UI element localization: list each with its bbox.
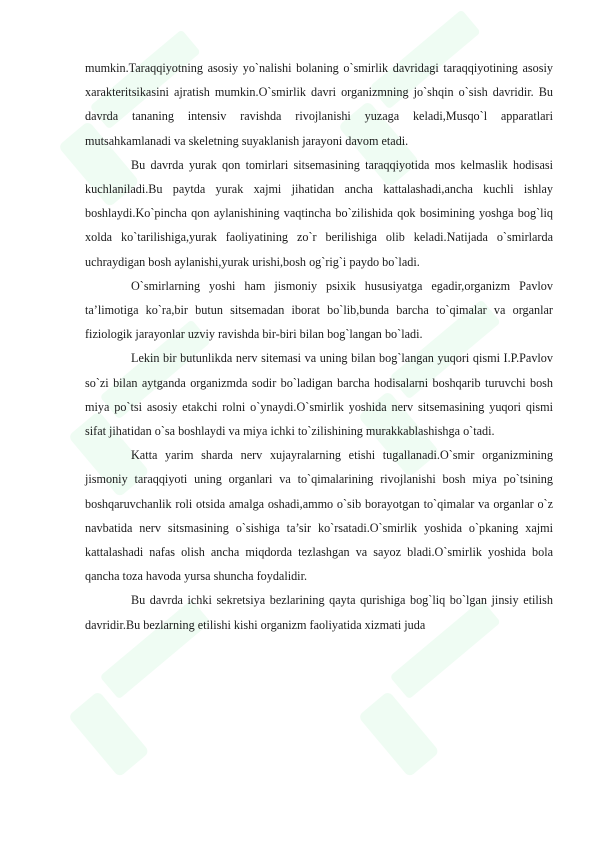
paragraph: Katta yarim sharda nerv xujayralarning etishi tugallanadi.O`smir organizmining jismoniy taraqqiyoti uning organlari va to`qimalarining rivojlanishi bosh miya po`tsining boshqaruvchanlik roli otsida amalga oshadi,ammo o`sib borayotgan to`qimalar va organlar o`z navbatida nerv sitsmasining o`sishiga ta’sir ko`rsatadi.O`smirlik yoshida o`pkaning xajmi kattalashadi nafas olish ancha miqdorda tezlashgan va sayoz bladi.O`smirlik yoshida bola qancha toza havoda yursa shuncha foydalidir. (85, 448, 553, 584)
paragraph: mumkin.Taraqqiyotning asosiy yo`nalishi bolaning o`smirlik davridagi taraqqiyotining asosiy xarakteritsikasini ajratish mumkin.O`smirlik davri organizmning jo`shqin o`sish davridir. Bu davrda tananing intensiv ravishda rivojlanishi yuzaga keladi,Musqo`l apparatlari mutsahkamlanadi va skeletning suyaklanish jarayoni davom etadi. (85, 61, 553, 148)
paragraph: Bu davrda yurak qon tomirlari sitsemasining taraqqiyotida mos kelmaslik hodisasi kuchlaniladi.Bu paytda yurak xajmi jihatidan ancha kattalashadi,ancha kuchli ishlay boshlaydi.Ko`pincha qon aylanishining vaqtincha bo`zilishida qok bosimining yoshga bog`liq xolda ko`tarilishiga,yurak faoliyatining zo`r berilishiga olib keladi.Natijada o`smirlarda uchraydigan bosh aylanishi,yurak urishi,bosh og`rig`i paydo bo`ladi. (85, 157, 553, 269)
paragraph: Bu davrda ichki sekretsiya bezlarining qayta qurishiga bog`liq bo`lgan jinsiy etilish davridir.Bu bezlarning etilishi kishi organizm faoliyatida xizmati juda (85, 593, 553, 632)
paragraph: O`smirlarning yoshi ham jismoniy psixik hususiyatga egadir,organizm Pavlov ta’limotiga ko`ra,bir butun sitsemadan iborat bo`lib,bunda barcha to`qimalar va organlar fiziologik jarayonlar uzviy ravishda bir-biri bilan bog`langan bo`ladi. (85, 278, 553, 342)
paragraph: Lekin bir butunlikda nerv sitemasi va uning bilan bog`langan yuqori qismi I.P.Pavlov so`zi bilan aytganda organizmda sodir bo`ladigan barcha hodisalarni boshqarib turuvchi bosh miya po`tsi asosiy etakchi rolni o`ynaydi.O`smirlik yoshida nerv sitsemasining yuqori qismi sifat jihatidan o`sa boshlaydi va miya ichki to`zilishining murakkablashishga o`tadi. (85, 351, 553, 439)
document-body (85, 56, 553, 637)
